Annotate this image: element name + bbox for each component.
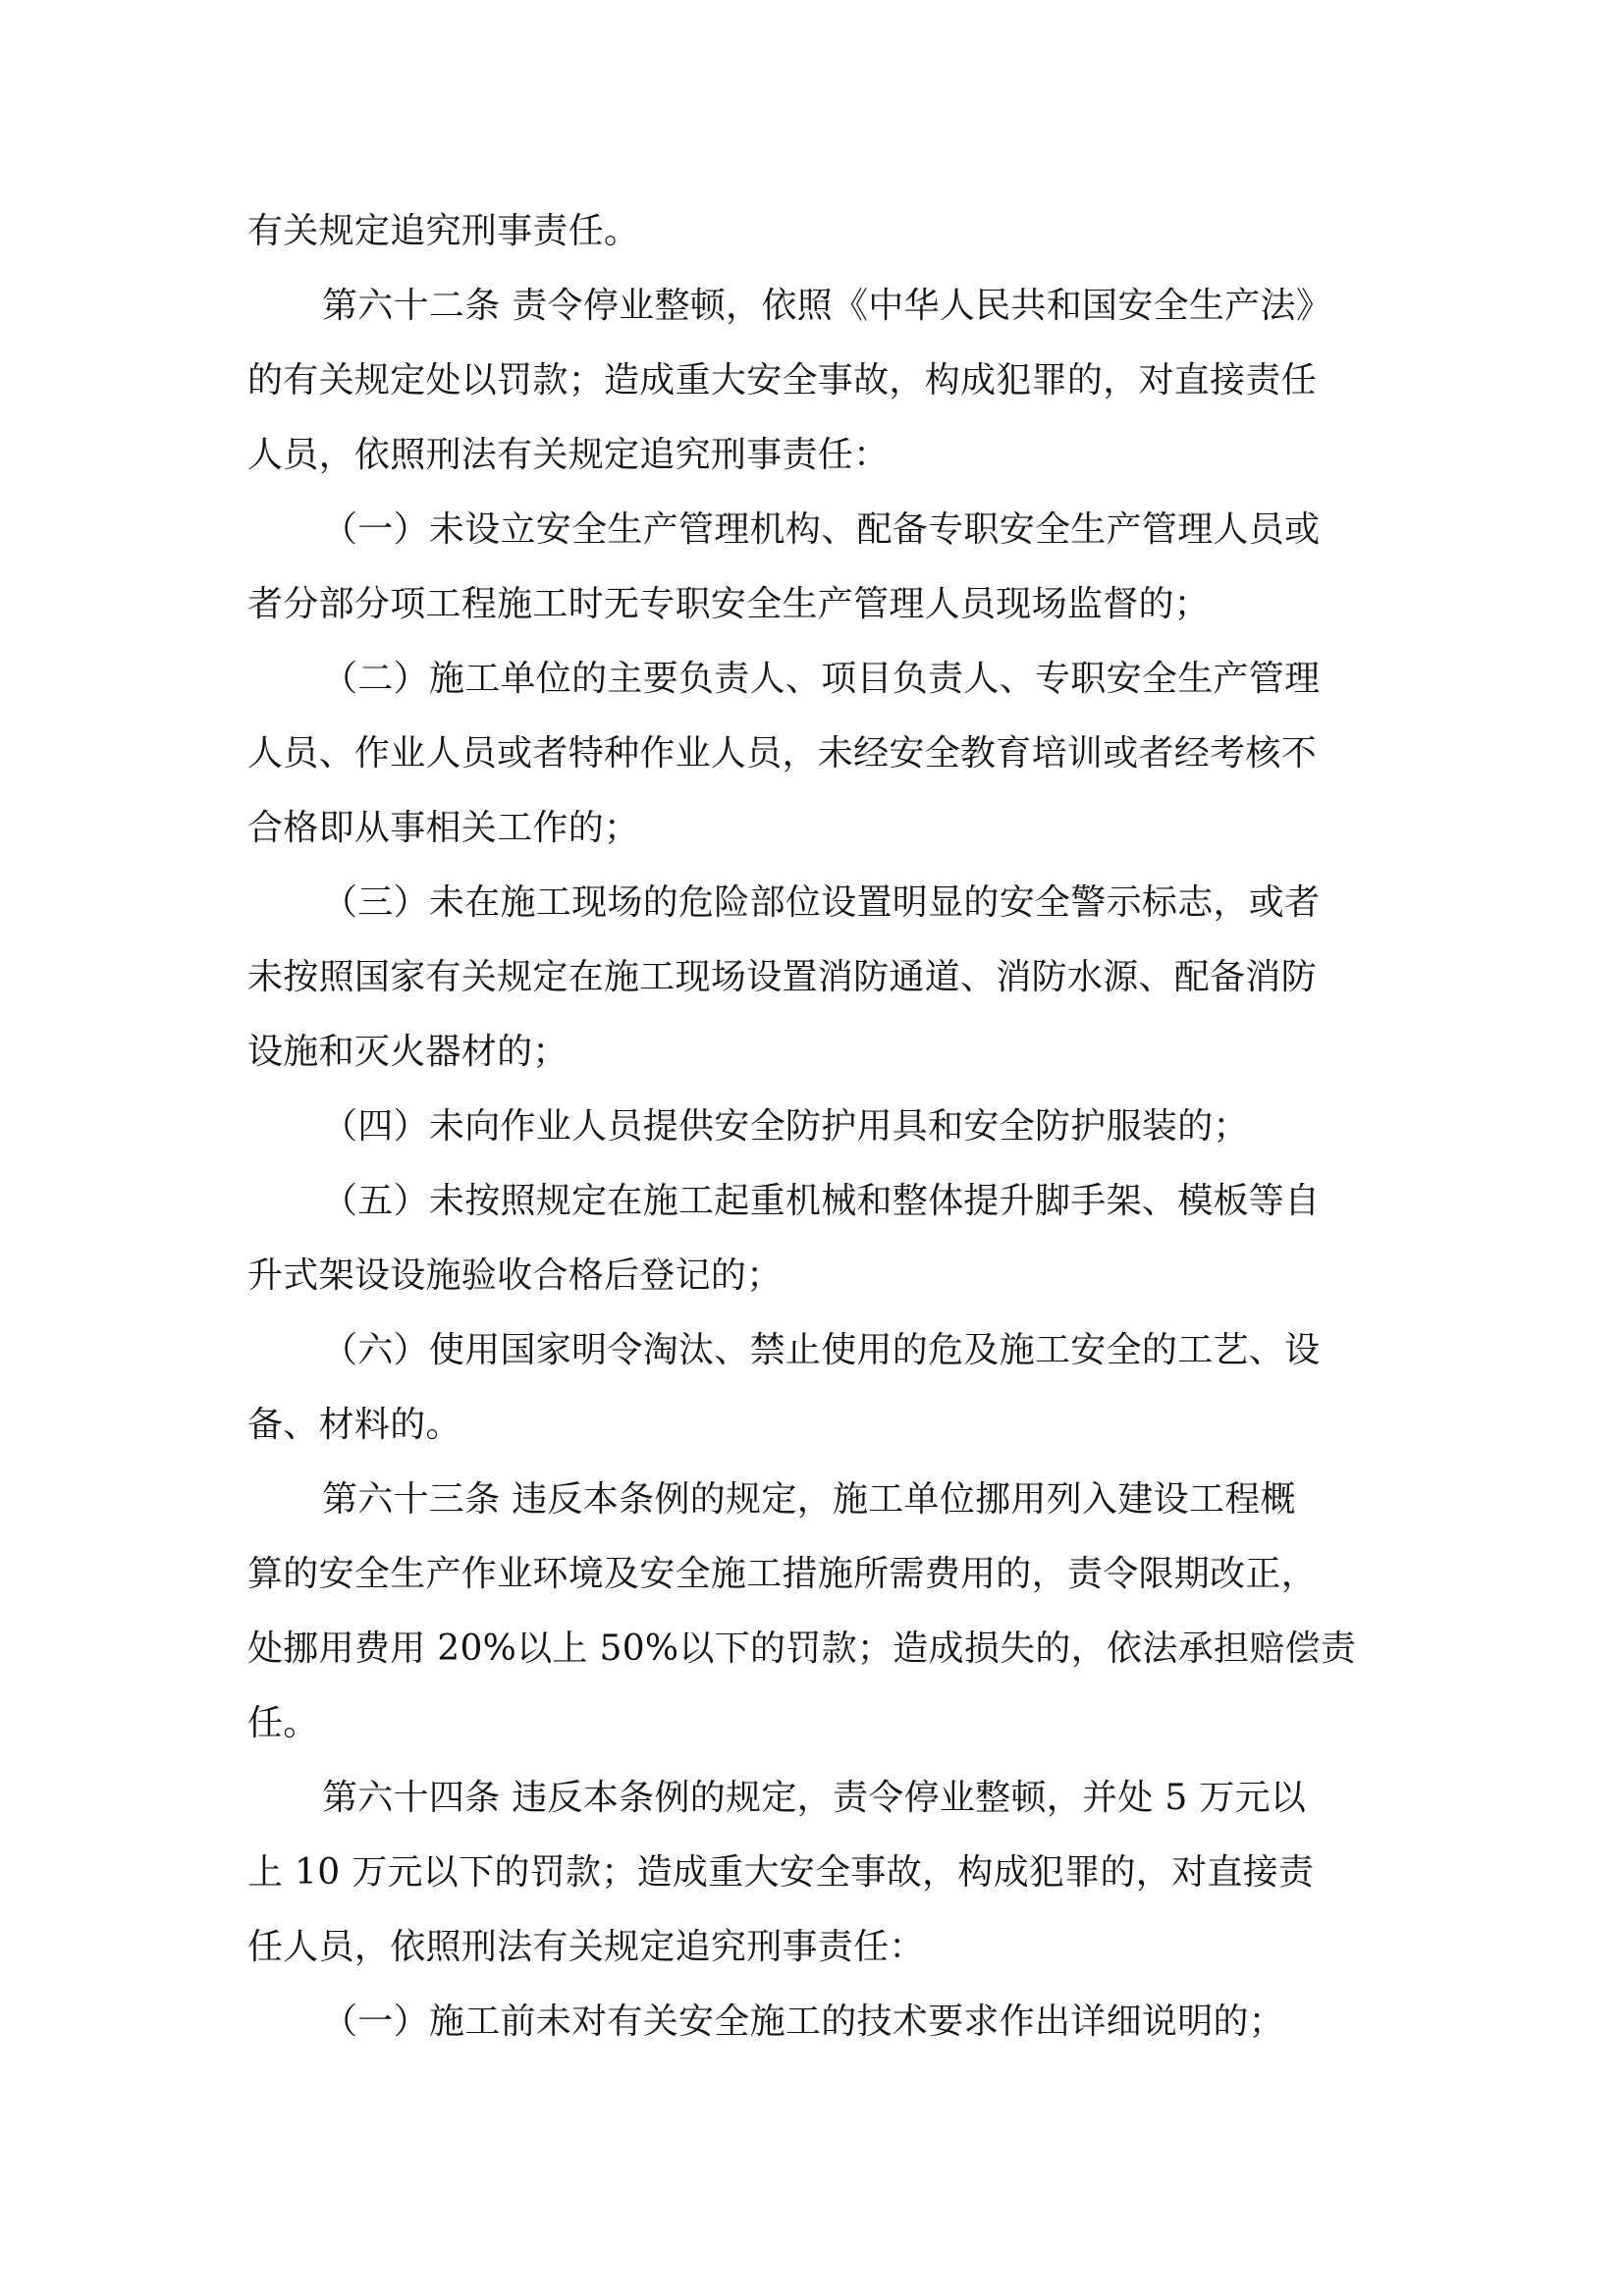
list-item-1: （一）未设立安全生产管理机构、配备专职安全生产管理人员或: [322, 509, 1321, 550]
list-item-1: （一）施工前未对有关安全施工的技术要求作出详细说明的；: [322, 2002, 1285, 2042]
text-line: 人员，依照刑法有关规定追究刑事责任：: [247, 435, 890, 475]
article-62-heading: 第六十二条 责令停业整顿，依照《中华人民共和国安全生产法》: [322, 286, 1332, 326]
list-item-5: （五）未按照规定在施工起重机械和整体提升脚手架、模板等自: [322, 1181, 1321, 1221]
text-line: 的有关规定处以罚款；造成重大安全事故，构成犯罪的，对直接责任: [247, 360, 1318, 400]
text-line: 算的安全生产作业环境及安全施工措施所需费用的，责令限期改正，: [247, 1554, 1318, 1594]
text-line: 升式架设设施验收合格后登记的；: [247, 1255, 783, 1296]
document-body: [247, 194, 1390, 2059]
text-line: 设施和灭火器材的；: [247, 1032, 568, 1072]
article-63-heading: 第六十三条 违反本条例的规定，施工单位挪用列入建设工程概: [322, 1479, 1296, 1520]
text-line: 有关规定追究刑事责任。: [247, 211, 640, 251]
text-line: 者分部分项工程施工时无专职安全生产管理人员现场监督的；: [247, 584, 1211, 624]
list-item-4: （四）未向作业人员提供安全防护用具和安全防护服装的；: [322, 1106, 1249, 1147]
text-line: 任。: [247, 1703, 319, 1743]
list-item-3: （三）未在施工现场的危险部位设置明显的安全警示标志，或者: [322, 882, 1321, 923]
list-item-6: （六）使用国家明令淘汰、禁止使用的危及施工安全的工艺、设: [322, 1330, 1321, 1370]
text-line: 人员、作业人员或者特种作业人员，未经安全教育培训或者经考核不: [247, 733, 1318, 774]
text-line: 合格即从事相关工作的；: [247, 808, 640, 848]
text-line: 任人员，依照刑法有关规定追究刑事责任：: [247, 1927, 925, 1967]
article-64-heading: 第六十四条 违反本条例的规定，责令停业整顿，并处 5 万元以: [322, 1778, 1307, 1818]
text-line: 备、材料的。: [247, 1405, 461, 1445]
text-line: 未按照国家有关规定在施工现场设置消防通道、消防水源、配备消防: [247, 957, 1318, 997]
text-line: 上 10 万元以下的罚款；造成重大安全事故，构成犯罪的，对直接责: [247, 1852, 1315, 1893]
text-line: 处挪用费用 20%以上 50%以下的罚款；造成损失的，依法承担赔偿责: [247, 1629, 1357, 1669]
list-item-2: （二）施工单位的主要负责人、项目负责人、专职安全生产管理: [322, 659, 1321, 699]
